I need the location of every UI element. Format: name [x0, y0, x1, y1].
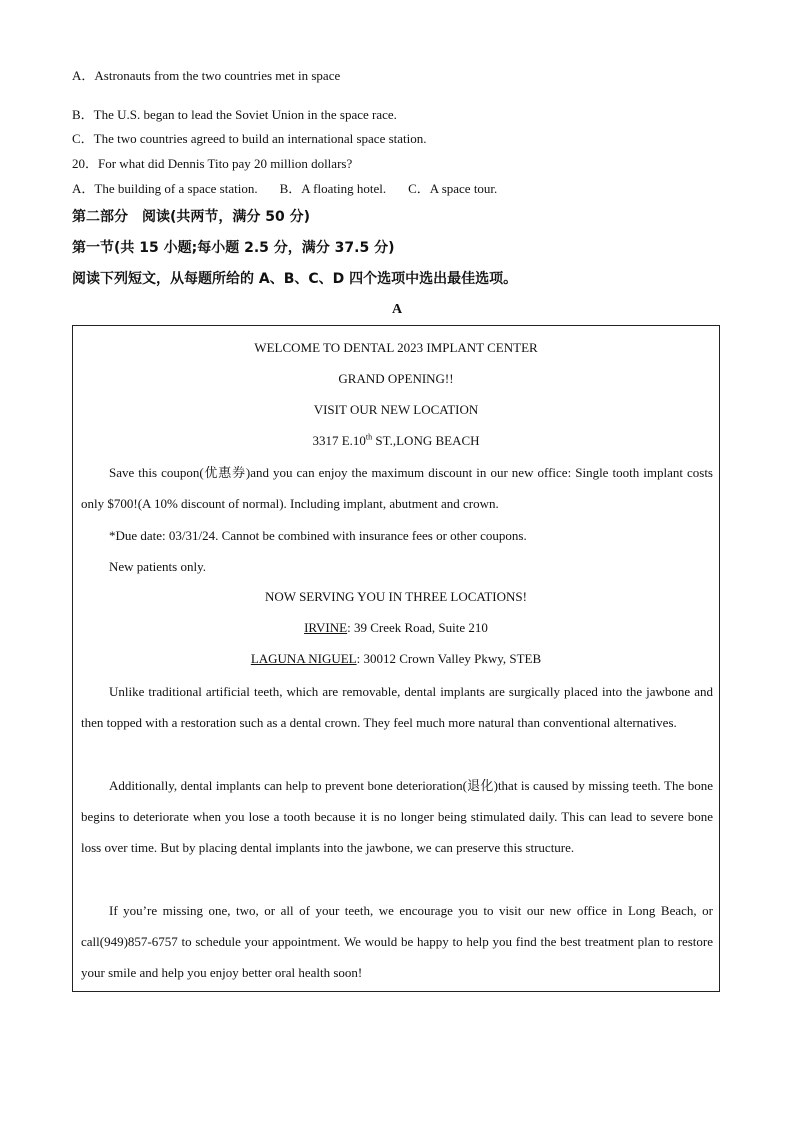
q20-option-c: C．A space tour. [408, 181, 498, 196]
ad-location-laguna [73, 651, 719, 667]
q19-option-a: A．Astronauts from the two countries met in space [72, 68, 341, 83]
ad-location-irvine [73, 620, 719, 636]
ad-location-irvine-name: IRVINE [304, 620, 348, 635]
ad-location-laguna-name: LAGUNA NIGUEL [250, 651, 357, 666]
q20-stem: 20．For what did Dennis Tito pay 20 million dollars? [72, 156, 353, 171]
q20-option-a: A．The building of a space station. [72, 181, 258, 196]
ad-welcome-line: WELCOME TO DENTAL 2023 IMPLANT CENTER [254, 340, 538, 355]
q19-option-c: C．The two countries agreed to build an international space station. [72, 131, 427, 146]
q19-option-b: B．The U.S. began to lead the Soviet Union in the space race. [72, 107, 397, 122]
ad-address-prefix: 3317 E.10 [312, 433, 366, 448]
dental-ad-box [72, 325, 720, 992]
passage-letter: A [391, 302, 403, 317]
ad-due-date: *Due date: 03/31/24. Cannot be combined with insurance fees or other coupons. [109, 528, 527, 543]
instruction-text: 阅读下列短文，从每题所给的 A、B、C、D 四个选项中选出最佳选项。 [72, 271, 518, 287]
q20-option-b: B．A floating hotel. [279, 181, 387, 196]
ad-additionally-paragraph: Additionally, dental implants can help to prevent bone deterioration(退化)that is caused by missing teeth. The bone begins to deteriorate when you lose a tooth because it is no longer being stimulated daily. This can lead to severe bone loss over time. But by placing dental implants into the jawbone, we can preserve this structure. [81, 778, 713, 856]
ad-grand-opening: GRAND OPENING!! [338, 371, 454, 386]
ad-location-laguna-address: : 30012 Crown Valley Pkwy, STEB [356, 651, 542, 666]
ad-missing-teeth-paragraph: If you’re missing one, two, or all of your teeth, we encourage you to visit our new office in Long Beach, or call(949)857-6757 to schedule your appointment. We would be happy to help you find the best treatment plan to restore your smile and help you enjoy better oral health soon! [81, 903, 713, 981]
section1-heading: 第一节(共 15 小题;每小题 2.5 分，满分 37.5 分) [72, 240, 395, 256]
ad-unlike-paragraph: Unlike traditional artificial teeth, which are removable, dental implants are surgically placed into the jawbone and then topped with a restoration such as a dental crown. They feel much more natural than conventional alternatives. [81, 684, 713, 731]
ad-address-sup: th [365, 432, 373, 442]
part2-heading: 第二部分 阅读(共两节，满分 50 分) [72, 209, 311, 225]
ad-address-suffix: ST.,LONG BEACH [372, 433, 480, 448]
q20-options [72, 181, 497, 197]
ad-address [73, 433, 719, 449]
ad-location-irvine-address: : 39 Creek Road, Suite 210 [347, 620, 488, 635]
ad-new-patients: New patients only. [109, 559, 206, 574]
ad-coupon-paragraph: Save this coupon(优惠券)and you can enjoy the maximum discount in our new office: Single tooth implant costs only $700!(A 10% discount of normal). Including implant, abutment and crown. [81, 465, 713, 512]
ad-visit-line: VISIT OUR NEW LOCATION [313, 402, 479, 417]
ad-serving-line: NOW SERVING YOU IN THREE LOCATIONS! [265, 589, 527, 604]
